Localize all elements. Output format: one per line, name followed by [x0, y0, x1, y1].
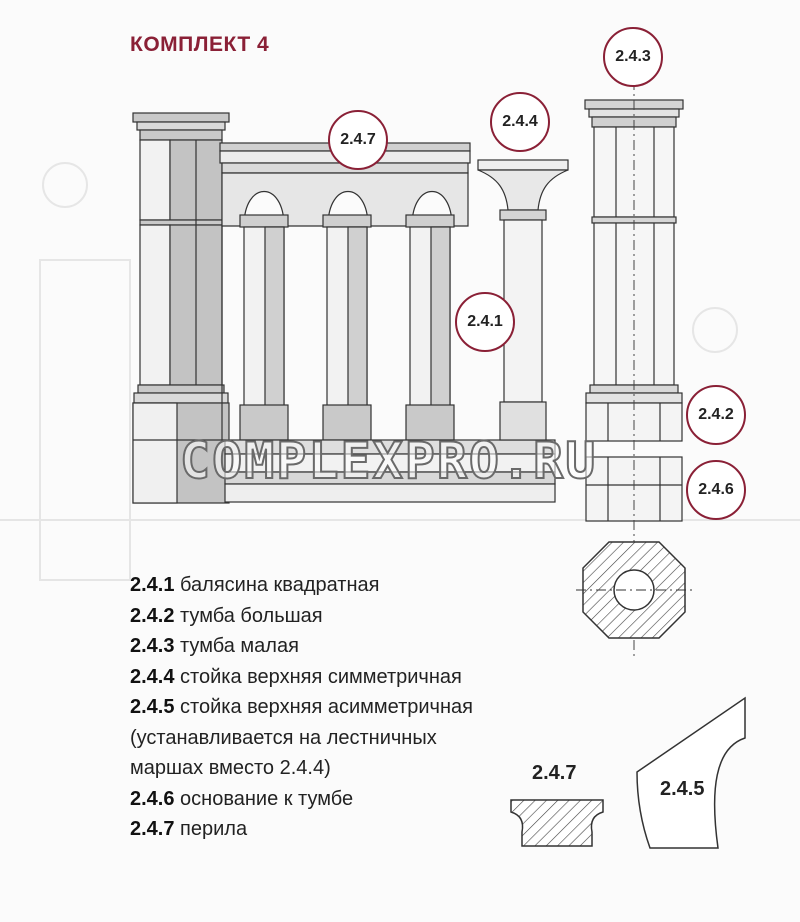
legend-item: 2.4.2 тумба большая	[130, 604, 323, 627]
page-title: КОМПЛЕКТ 4	[130, 33, 270, 56]
badge-2-4-4: 2.4.4	[490, 92, 550, 152]
octagon-section	[576, 542, 692, 638]
section-label-2-4-7: 2.4.7	[532, 762, 577, 784]
legend-item: 2.4.5 стойка верхняя асимметричная	[130, 696, 473, 718]
legend-item: (устанавливается на лестничных	[130, 726, 437, 749]
legend-item: 2.4.3 тумба малая	[130, 635, 299, 657]
legend-item: 2.4.7 перила	[130, 818, 248, 840]
watermark-text: COMPLEXPRO.RU	[180, 432, 598, 490]
legend-item: маршах вместо 2.4.4)	[130, 757, 331, 779]
legend	[130, 570, 473, 845]
legend-item: 2.4.6 основание к тумбе	[130, 787, 354, 810]
badge-2-4-1: 2.4.1	[455, 292, 515, 352]
asymmetric-post-section	[637, 698, 745, 848]
badge-2-4-6: 2.4.6	[686, 460, 746, 520]
section-label-2-4-5: 2.4.5	[660, 778, 705, 800]
legend-item: 2.4.1 балясина квадратная	[130, 574, 380, 596]
handrail-section	[511, 800, 603, 846]
legend-item: 2.4.4 стойка верхняя симметричная	[130, 665, 462, 688]
badge-2-4-7: 2.4.7	[328, 110, 388, 170]
badge-2-4-3: 2.4.3	[603, 27, 663, 87]
badge-2-4-2: 2.4.2	[686, 385, 746, 445]
